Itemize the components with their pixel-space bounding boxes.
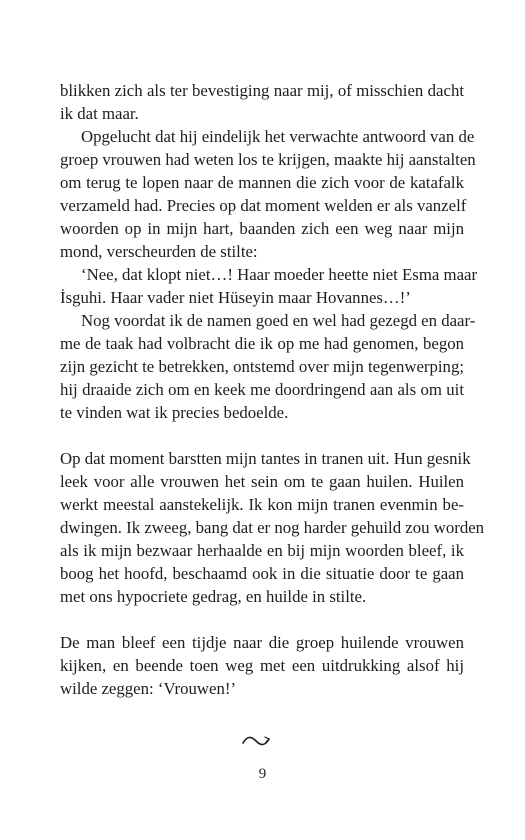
- text-line: Opgelucht dat hij eindelijk het verwachte antwoord van de: [81, 127, 475, 146]
- text-line: mond, verscheurden de stilte:: [60, 242, 258, 261]
- text-line: Op dat moment barstten mijn tantes in tranen uit. Hun gesnik: [60, 449, 471, 468]
- text-line: boog het hoofd, beschaamd ook in die situatie door te gaan: [60, 564, 464, 583]
- text-line: werkt meestal aanstekelijk. Ik kon mijn tranen evenmin be-: [60, 495, 464, 514]
- text-line: ‘Nee, dat klopt niet…! Haar moeder heette niet Esma maar: [81, 265, 478, 284]
- text-line: ik dat maar.: [60, 104, 139, 123]
- text-line: groep vrouwen had weten los te krijgen, maakte hij aanstalten: [60, 150, 476, 169]
- text-line: verzameld had. Precies op dat moment welden er als vanzelf: [60, 196, 467, 215]
- text-line: blikken zich als ter bevestiging naar mij, of misschien dacht: [60, 81, 464, 100]
- text-line: dwingen. Ik zweeg, bang dat er nog harder gehuild zou worden: [60, 518, 485, 537]
- text-line: wilde zeggen: ‘Vrouwen!’: [60, 679, 237, 698]
- text-line: kijken, en beende toen weg met een uitdrukking alsof hij: [60, 656, 464, 675]
- text-line: Nog voordat ik de namen goed en wel had gezegd en daar-: [81, 311, 476, 330]
- text-line: hij draaide zich om en keek me doordringend aan als om uit: [60, 380, 464, 399]
- text-line: De man bleef een tijdje naar die groep huilende vrouwen: [60, 633, 464, 652]
- text-line: zijn gezicht te betrekken, ontstemd over mijn tegenwerping;: [60, 357, 464, 376]
- text-line: İsguhi. Haar vader niet Hüseyin maar Hovannes…!’: [60, 288, 411, 307]
- text-line: te vinden wat ik precies bedoelde.: [60, 403, 289, 422]
- text-line: leek voor alle vrouwen het sein om te gaan huilen. Huilen: [60, 472, 464, 491]
- page-number: 9: [258, 766, 267, 782]
- text-line: met ons hypocriete gedrag, en huilde in stilte.: [60, 587, 367, 606]
- text-line: woorden op in mijn hart, baanden zich een weg naar mijn: [60, 219, 464, 238]
- text-line: me de taak had volbracht die ik op me had genomen, begon: [60, 334, 464, 353]
- text-line: om terug te lopen naar de mannen die zich voor de katafalk: [60, 173, 464, 192]
- text-line: als ik mijn bezwaar herhaalde en bij mijn woorden bleef, ik: [60, 541, 464, 560]
- tilde-flourish-icon: [241, 734, 271, 748]
